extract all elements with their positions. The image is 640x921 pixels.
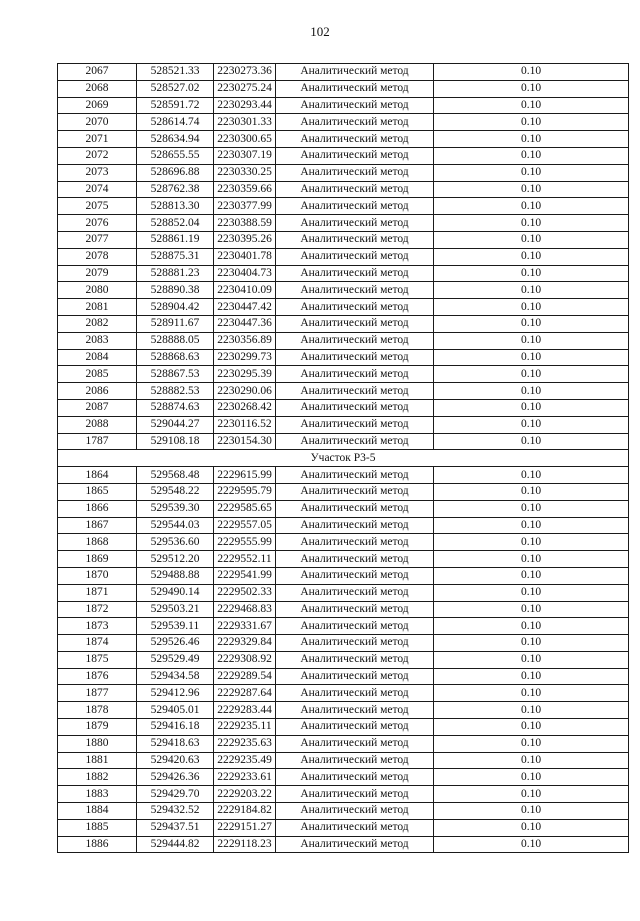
y-coordinate-cell: 2229287.64: [214, 685, 276, 702]
table-row: [58, 786, 629, 803]
point-number-cell: 2072: [58, 147, 137, 164]
y-coordinate-cell: 2229203.22: [214, 786, 276, 803]
x-coordinate-cell: 528813.30: [137, 198, 214, 215]
table-row: [58, 131, 629, 148]
point-number-cell: 2084: [58, 349, 137, 366]
accuracy-cell: 0.10: [434, 517, 629, 534]
method-cell: Аналитический метод: [276, 215, 434, 232]
point-number-cell: 2069: [58, 97, 137, 114]
y-coordinate-cell: 2229235.11: [214, 719, 276, 736]
y-coordinate-cell: 2229541.99: [214, 567, 276, 584]
point-number-cell: 2085: [58, 366, 137, 383]
y-coordinate-cell: 2230404.73: [214, 265, 276, 282]
accuracy-cell: 0.10: [434, 467, 629, 484]
method-cell: Аналитический метод: [276, 819, 434, 836]
method-cell: Аналитический метод: [276, 803, 434, 820]
point-number-cell: 2079: [58, 265, 137, 282]
y-coordinate-cell: 2230356.89: [214, 332, 276, 349]
accuracy-cell: 0.10: [434, 265, 629, 282]
method-cell: Аналитический метод: [276, 97, 434, 114]
table-row: [58, 265, 629, 282]
method-cell: Аналитический метод: [276, 332, 434, 349]
table-row: [58, 399, 629, 416]
accuracy-cell: 0.10: [434, 685, 629, 702]
method-cell: Аналитический метод: [276, 433, 434, 450]
accuracy-cell: 0.10: [434, 836, 629, 853]
accuracy-cell: 0.10: [434, 416, 629, 433]
accuracy-cell: 0.10: [434, 702, 629, 719]
x-coordinate-cell: 528861.19: [137, 231, 214, 248]
y-coordinate-cell: 2229555.99: [214, 534, 276, 551]
accuracy-cell: 0.10: [434, 651, 629, 668]
point-number-cell: 1884: [58, 803, 137, 820]
point-number-cell: 1878: [58, 702, 137, 719]
accuracy-cell: 0.10: [434, 97, 629, 114]
point-number-cell: 1874: [58, 635, 137, 652]
point-number-cell: 1875: [58, 651, 137, 668]
table-row: [58, 752, 629, 769]
point-number-cell: 1880: [58, 735, 137, 752]
point-number-cell: 1877: [58, 685, 137, 702]
x-coordinate-cell: 528614.74: [137, 114, 214, 131]
method-cell: Аналитический метод: [276, 299, 434, 316]
method-cell: Аналитический метод: [276, 399, 434, 416]
method-cell: Аналитический метод: [276, 231, 434, 248]
y-coordinate-cell: 2230395.26: [214, 231, 276, 248]
y-coordinate-cell: 2229118.23: [214, 836, 276, 853]
table-row: [58, 819, 629, 836]
x-coordinate-cell: 529418.63: [137, 735, 214, 752]
accuracy-cell: 0.10: [434, 215, 629, 232]
y-coordinate-cell: 2229502.33: [214, 584, 276, 601]
table-row: [58, 534, 629, 551]
point-number-cell: 2086: [58, 383, 137, 400]
y-coordinate-cell: 2230299.73: [214, 349, 276, 366]
method-cell: Аналитический метод: [276, 164, 434, 181]
x-coordinate-cell: 529544.03: [137, 517, 214, 534]
x-coordinate-cell: 529490.14: [137, 584, 214, 601]
table-row: [58, 836, 629, 853]
y-coordinate-cell: 2230388.59: [214, 215, 276, 232]
y-coordinate-cell: 2230154.30: [214, 433, 276, 450]
y-coordinate-cell: 2230268.42: [214, 399, 276, 416]
point-number-cell: 2082: [58, 315, 137, 332]
x-coordinate-cell: 528868.63: [137, 349, 214, 366]
accuracy-cell: 0.10: [434, 315, 629, 332]
method-cell: Аналитический метод: [276, 467, 434, 484]
y-coordinate-cell: 2229235.63: [214, 735, 276, 752]
section-title: Участок Р3-5: [58, 450, 629, 467]
point-number-cell: 1876: [58, 668, 137, 685]
table-row: [58, 315, 629, 332]
table-row: [58, 685, 629, 702]
y-coordinate-cell: 2229585.65: [214, 500, 276, 517]
accuracy-cell: 0.10: [434, 752, 629, 769]
y-coordinate-cell: 2229283.44: [214, 702, 276, 719]
y-coordinate-cell: 2230359.66: [214, 181, 276, 198]
method-cell: Аналитический метод: [276, 752, 434, 769]
x-coordinate-cell: 528867.53: [137, 366, 214, 383]
table-row: [58, 332, 629, 349]
point-number-cell: 1872: [58, 601, 137, 618]
accuracy-cell: 0.10: [434, 198, 629, 215]
x-coordinate-cell: 529437.51: [137, 819, 214, 836]
accuracy-cell: 0.10: [434, 668, 629, 685]
x-coordinate-cell: 528634.94: [137, 131, 214, 148]
table-row: [58, 383, 629, 400]
method-cell: Аналитический метод: [276, 315, 434, 332]
point-number-cell: 2067: [58, 64, 137, 81]
x-coordinate-cell: 529529.49: [137, 651, 214, 668]
method-cell: Аналитический метод: [276, 383, 434, 400]
y-coordinate-cell: 2230410.09: [214, 282, 276, 299]
table-row: [58, 164, 629, 181]
table-row: [58, 635, 629, 652]
accuracy-cell: 0.10: [434, 399, 629, 416]
x-coordinate-cell: 529503.21: [137, 601, 214, 618]
x-coordinate-cell: 529512.20: [137, 551, 214, 568]
point-number-cell: 2073: [58, 164, 137, 181]
x-coordinate-cell: 529539.11: [137, 618, 214, 635]
page-number: 102: [310, 24, 330, 39]
table-row: [58, 80, 629, 97]
table-row: [58, 97, 629, 114]
y-coordinate-cell: 2229329.84: [214, 635, 276, 652]
y-coordinate-cell: 2230401.78: [214, 248, 276, 265]
method-cell: Аналитический метод: [276, 551, 434, 568]
method-cell: Аналитический метод: [276, 769, 434, 786]
x-coordinate-cell: 529412.96: [137, 685, 214, 702]
accuracy-cell: 0.10: [434, 635, 629, 652]
method-cell: Аналитический метод: [276, 366, 434, 383]
accuracy-cell: 0.10: [434, 299, 629, 316]
table-row: [58, 483, 629, 500]
accuracy-cell: 0.10: [434, 618, 629, 635]
accuracy-cell: 0.10: [434, 551, 629, 568]
point-number-cell: 1870: [58, 567, 137, 584]
x-coordinate-cell: 528521.33: [137, 64, 214, 81]
point-number-cell: 2071: [58, 131, 137, 148]
point-number-cell: 1881: [58, 752, 137, 769]
point-number-cell: 1882: [58, 769, 137, 786]
table-row: [58, 719, 629, 736]
method-cell: Аналитический метод: [276, 131, 434, 148]
y-coordinate-cell: 2230293.44: [214, 97, 276, 114]
x-coordinate-cell: 529044.27: [137, 416, 214, 433]
x-coordinate-cell: 529432.52: [137, 803, 214, 820]
x-coordinate-cell: 528904.42: [137, 299, 214, 316]
section-b-rows: [58, 467, 629, 853]
table-row: [58, 349, 629, 366]
point-number-cell: 2075: [58, 198, 137, 215]
point-number-cell: 2074: [58, 181, 137, 198]
table-row: [58, 618, 629, 635]
table-row: [58, 299, 629, 316]
method-cell: Аналитический метод: [276, 114, 434, 131]
accuracy-cell: 0.10: [434, 483, 629, 500]
accuracy-cell: 0.10: [434, 64, 629, 81]
method-cell: Аналитический метод: [276, 618, 434, 635]
accuracy-cell: 0.10: [434, 601, 629, 618]
y-coordinate-cell: 2230116.52: [214, 416, 276, 433]
section-title-row: [58, 450, 629, 467]
accuracy-cell: 0.10: [434, 735, 629, 752]
accuracy-cell: 0.10: [434, 567, 629, 584]
accuracy-cell: 0.10: [434, 131, 629, 148]
point-number-cell: 2077: [58, 231, 137, 248]
point-number-cell: 1869: [58, 551, 137, 568]
accuracy-cell: 0.10: [434, 349, 629, 366]
accuracy-cell: 0.10: [434, 534, 629, 551]
accuracy-cell: 0.10: [434, 181, 629, 198]
x-coordinate-cell: 529536.60: [137, 534, 214, 551]
accuracy-cell: 0.10: [434, 248, 629, 265]
y-coordinate-cell: 2229615.99: [214, 467, 276, 484]
accuracy-cell: 0.10: [434, 584, 629, 601]
y-coordinate-cell: 2230301.33: [214, 114, 276, 131]
point-number-cell: 1864: [58, 467, 137, 484]
table-row: [58, 231, 629, 248]
table-row: [58, 114, 629, 131]
y-coordinate-cell: 2230273.36: [214, 64, 276, 81]
method-cell: Аналитический метод: [276, 668, 434, 685]
method-cell: Аналитический метод: [276, 685, 434, 702]
x-coordinate-cell: 529548.22: [137, 483, 214, 500]
y-coordinate-cell: 2230275.24: [214, 80, 276, 97]
method-cell: Аналитический метод: [276, 181, 434, 198]
table-row: [58, 64, 629, 81]
method-cell: Аналитический метод: [276, 500, 434, 517]
method-cell: Аналитический метод: [276, 836, 434, 853]
point-number-cell: 1871: [58, 584, 137, 601]
point-number-cell: 2080: [58, 282, 137, 299]
x-coordinate-cell: 528874.63: [137, 399, 214, 416]
table-row: [58, 803, 629, 820]
table-row: [58, 215, 629, 232]
method-cell: Аналитический метод: [276, 248, 434, 265]
point-number-cell: 2078: [58, 248, 137, 265]
table-row: [58, 551, 629, 568]
x-coordinate-cell: 528890.38: [137, 282, 214, 299]
method-cell: Аналитический метод: [276, 601, 434, 618]
y-coordinate-cell: 2229595.79: [214, 483, 276, 500]
accuracy-cell: 0.10: [434, 164, 629, 181]
y-coordinate-cell: 2229233.61: [214, 769, 276, 786]
method-cell: Аналитический метод: [276, 147, 434, 164]
accuracy-cell: 0.10: [434, 803, 629, 820]
y-coordinate-cell: 2229184.82: [214, 803, 276, 820]
accuracy-cell: 0.10: [434, 332, 629, 349]
x-coordinate-cell: 528881.23: [137, 265, 214, 282]
x-coordinate-cell: 528527.02: [137, 80, 214, 97]
table-row: [58, 735, 629, 752]
table-row: [58, 181, 629, 198]
accuracy-cell: 0.10: [434, 231, 629, 248]
x-coordinate-cell: 529405.01: [137, 702, 214, 719]
point-number-cell: 2068: [58, 80, 137, 97]
accuracy-cell: 0.10: [434, 80, 629, 97]
x-coordinate-cell: 528762.38: [137, 181, 214, 198]
method-cell: Аналитический метод: [276, 719, 434, 736]
x-coordinate-cell: 529429.70: [137, 786, 214, 803]
x-coordinate-cell: 529420.63: [137, 752, 214, 769]
x-coordinate-cell: 529444.82: [137, 836, 214, 853]
method-cell: Аналитический метод: [276, 567, 434, 584]
x-coordinate-cell: 529434.58: [137, 668, 214, 685]
x-coordinate-cell: 529539.30: [137, 500, 214, 517]
point-number-cell: 2070: [58, 114, 137, 131]
accuracy-cell: 0.10: [434, 769, 629, 786]
table-row: [58, 198, 629, 215]
x-coordinate-cell: 528696.88: [137, 164, 214, 181]
table-row: [58, 601, 629, 618]
point-number-cell: 2081: [58, 299, 137, 316]
y-coordinate-cell: 2230330.25: [214, 164, 276, 181]
table-row: [58, 651, 629, 668]
point-number-cell: 1787: [58, 433, 137, 450]
accuracy-cell: 0.10: [434, 433, 629, 450]
y-coordinate-cell: 2230307.19: [214, 147, 276, 164]
method-cell: Аналитический метод: [276, 702, 434, 719]
accuracy-cell: 0.10: [434, 719, 629, 736]
section-b-header: [58, 450, 629, 467]
table-row: [58, 567, 629, 584]
y-coordinate-cell: 2229557.05: [214, 517, 276, 534]
y-coordinate-cell: 2230447.42: [214, 299, 276, 316]
x-coordinate-cell: 529526.46: [137, 635, 214, 652]
point-number-cell: 2088: [58, 416, 137, 433]
x-coordinate-cell: 528852.04: [137, 215, 214, 232]
table-row: [58, 584, 629, 601]
table-row: [58, 147, 629, 164]
point-number-cell: 1883: [58, 786, 137, 803]
x-coordinate-cell: 529488.88: [137, 567, 214, 584]
method-cell: Аналитический метод: [276, 282, 434, 299]
method-cell: Аналитический метод: [276, 584, 434, 601]
y-coordinate-cell: 2229289.54: [214, 668, 276, 685]
x-coordinate-cell: 528655.55: [137, 147, 214, 164]
x-coordinate-cell: 528875.31: [137, 248, 214, 265]
method-cell: Аналитический метод: [276, 786, 434, 803]
method-cell: Аналитический метод: [276, 80, 434, 97]
method-cell: Аналитический метод: [276, 349, 434, 366]
table-row: [58, 366, 629, 383]
y-coordinate-cell: 2229552.11: [214, 551, 276, 568]
x-coordinate-cell: 529568.48: [137, 467, 214, 484]
point-number-cell: 1873: [58, 618, 137, 635]
method-cell: Аналитический метод: [276, 635, 434, 652]
accuracy-cell: 0.10: [434, 114, 629, 131]
method-cell: Аналитический метод: [276, 735, 434, 752]
accuracy-cell: 0.10: [434, 282, 629, 299]
y-coordinate-cell: 2230290.06: [214, 383, 276, 400]
accuracy-cell: 0.10: [434, 819, 629, 836]
point-number-cell: 2087: [58, 399, 137, 416]
x-coordinate-cell: 528882.53: [137, 383, 214, 400]
table-row: [58, 500, 629, 517]
y-coordinate-cell: 2230295.39: [214, 366, 276, 383]
method-cell: Аналитический метод: [276, 198, 434, 215]
method-cell: Аналитический метод: [276, 416, 434, 433]
y-coordinate-cell: 2229468.83: [214, 601, 276, 618]
table-row: [58, 467, 629, 484]
table-row: [58, 702, 629, 719]
point-number-cell: 1866: [58, 500, 137, 517]
accuracy-cell: 0.10: [434, 147, 629, 164]
point-number-cell: 1865: [58, 483, 137, 500]
table-row: [58, 248, 629, 265]
point-number-cell: 2076: [58, 215, 137, 232]
point-number-cell: 1886: [58, 836, 137, 853]
point-number-cell: 2083: [58, 332, 137, 349]
table-row: [58, 769, 629, 786]
y-coordinate-cell: 2229331.67: [214, 618, 276, 635]
x-coordinate-cell: 528591.72: [137, 97, 214, 114]
coordinates-table: [57, 63, 629, 853]
method-cell: Аналитический метод: [276, 483, 434, 500]
accuracy-cell: 0.10: [434, 383, 629, 400]
accuracy-cell: 0.10: [434, 366, 629, 383]
y-coordinate-cell: 2230447.36: [214, 315, 276, 332]
x-coordinate-cell: 528888.05: [137, 332, 214, 349]
point-number-cell: 1879: [58, 719, 137, 736]
point-number-cell: 1885: [58, 819, 137, 836]
table-row: [58, 416, 629, 433]
point-number-cell: 1867: [58, 517, 137, 534]
x-coordinate-cell: 528911.67: [137, 315, 214, 332]
x-coordinate-cell: 529426.36: [137, 769, 214, 786]
accuracy-cell: 0.10: [434, 500, 629, 517]
table-row: [58, 668, 629, 685]
method-cell: Аналитический метод: [276, 534, 434, 551]
table-row: [58, 517, 629, 534]
table-row: [58, 433, 629, 450]
accuracy-cell: 0.10: [434, 786, 629, 803]
point-number-cell: 1868: [58, 534, 137, 551]
section-a-rows: [58, 64, 629, 450]
method-cell: Аналитический метод: [276, 651, 434, 668]
y-coordinate-cell: 2229308.92: [214, 651, 276, 668]
method-cell: Аналитический метод: [276, 517, 434, 534]
x-coordinate-cell: 529108.18: [137, 433, 214, 450]
x-coordinate-cell: 529416.18: [137, 719, 214, 736]
method-cell: Аналитический метод: [276, 64, 434, 81]
y-coordinate-cell: 2229235.49: [214, 752, 276, 769]
y-coordinate-cell: 2230377.99: [214, 198, 276, 215]
y-coordinate-cell: 2230300.65: [214, 131, 276, 148]
method-cell: Аналитический метод: [276, 265, 434, 282]
y-coordinate-cell: 2229151.27: [214, 819, 276, 836]
table-row: [58, 282, 629, 299]
